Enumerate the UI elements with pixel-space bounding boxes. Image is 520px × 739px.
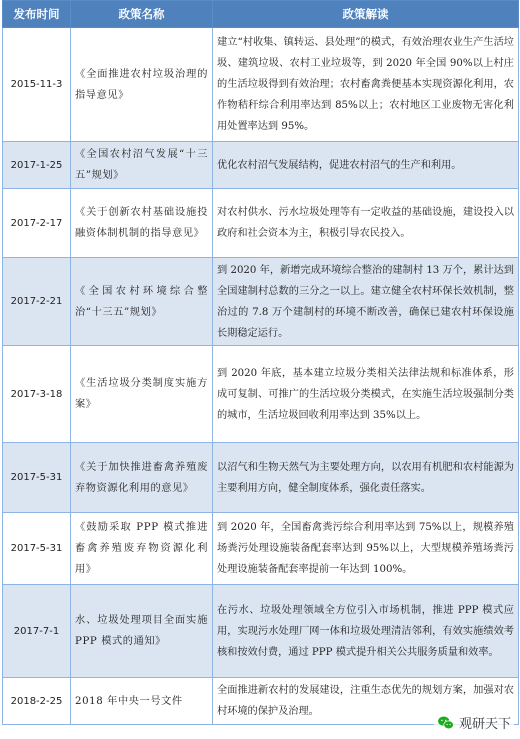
- row-policy-name: 《生活垃圾分类制度实施方案》: [71, 346, 213, 443]
- row-policy-name: 《关于加快推进畜禽养殖废弃物资源化利用的意见》: [71, 443, 213, 513]
- row-date: 2017-3-18: [3, 346, 71, 443]
- row-policy-name: 《鼓励采取 PPP 模式推进畜禽养殖废弃物资源化利用》: [71, 513, 213, 585]
- row-date: 2017-2-17: [3, 189, 71, 258]
- row-policy-name: 《全面推进农村垃圾治理的指导意见》: [71, 28, 213, 142]
- wechat-icon: [437, 714, 455, 732]
- table-row: [3, 189, 519, 258]
- row-date: 2015-11-3: [3, 28, 71, 142]
- table-row: [3, 443, 519, 513]
- table-row: [3, 258, 519, 346]
- row-date: 2017-7-1: [3, 585, 71, 678]
- row-date: 2017-5-31: [3, 443, 71, 513]
- row-date: 2017-2-21: [3, 258, 71, 346]
- header-date: 发布时间: [3, 1, 71, 28]
- row-policy-desc: 到 2020 年底，基本建立垃圾分类相关法律法规和标准体系，形成可复制、可推广的生活垃圾分类模式，在实施生活垃圾强制分类的城市，生活垃圾回收利用率达到 35%以上。: [213, 346, 519, 443]
- row-policy-name: 《全国农村沼气发展“十三五”规划》: [71, 142, 213, 189]
- row-policy-desc: 优化农村沼气发展结构，促进农村沼气的生产和利用。: [213, 142, 519, 189]
- row-date: 2018-2-25: [3, 678, 71, 725]
- table-header-row: [3, 1, 519, 28]
- row-policy-name: 《全国农村环境综合整治“十三五”规划》: [71, 258, 213, 346]
- row-policy-name: 《关于创新农村基础设施投融资体制机制的指导意见》: [71, 189, 213, 258]
- table-row: [3, 346, 519, 443]
- row-date: 2017-1-25: [3, 142, 71, 189]
- row-policy-desc: 到 2020 年，全国畜禽粪污综合利用率达到 75%以上，规模养殖场粪污处理设施装备配套率达到 95%以上，大型规模养殖场粪污处理设施装备配套率提前一年达到 100%。: [213, 513, 519, 585]
- watermark-text: 观研天下: [458, 717, 511, 732]
- row-policy-desc: 到 2020 年，新增完成环境综合整治的建制村 13 万个，累计达到全国建制村总数的三分之一以上。建立健全农村环保长效机制，整治过的 7.8 万个建制村的环境不断改善，确保已建农村环保设施长期稳定运行。: [213, 258, 519, 346]
- policy-table: [2, 0, 519, 725]
- row-policy-name: 水、垃圾处理项目全面实施 PPP 模式的通知》: [71, 585, 213, 678]
- row-policy-desc: 在污水、垃圾处理领域全方位引入市场机制，推进 PPP 模式应用，实现污水处理厂网一体和垃圾处理清洁邻利，有效实施绩效考核和按效付费，通过 PPP 模式提升相关公共服务质量和效率。: [213, 585, 519, 678]
- table-row: [3, 28, 519, 142]
- row-policy-desc: 全面推进新农村的发展建设，注重生态优先的规划方案，加强对农村环境的保护及治理。: [213, 678, 519, 725]
- table-row: [3, 513, 519, 585]
- header-policy-interpretation: 政策解读: [213, 1, 519, 28]
- row-policy-desc: 建立“村收集、镇转运、县处理”的模式，有效治理农业生产生活垃圾、建筑垃圾、农村工业垃圾等，到 2020 年全国 90%以上村庄的生活垃圾得到有效治理；农村畜禽粪便基本实现资源化利用，农作物秸秆综合利用率达到 85%以上；农村地区工业废物无害化利用处置率达到 95%。: [213, 28, 519, 142]
- watermark: [434, 712, 514, 733]
- row-policy-name: 2018 年中央一号文件: [71, 678, 213, 725]
- table-row: [3, 142, 519, 189]
- row-policy-desc: 对农村供水、污水垃圾处理等有一定收益的基础设施，建设投入以政府和社会资本为主，积极引导农民投入。: [213, 189, 519, 258]
- header-policy-name: 政策名称: [71, 1, 213, 28]
- table-row: [3, 585, 519, 678]
- row-date: 2017-5-31: [3, 513, 71, 585]
- row-policy-desc: 以沼气和生物天然气为主要处理方向，以农用有机肥和农村能源为主要利用方向，健全制度体系，强化责任落实。: [213, 443, 519, 513]
